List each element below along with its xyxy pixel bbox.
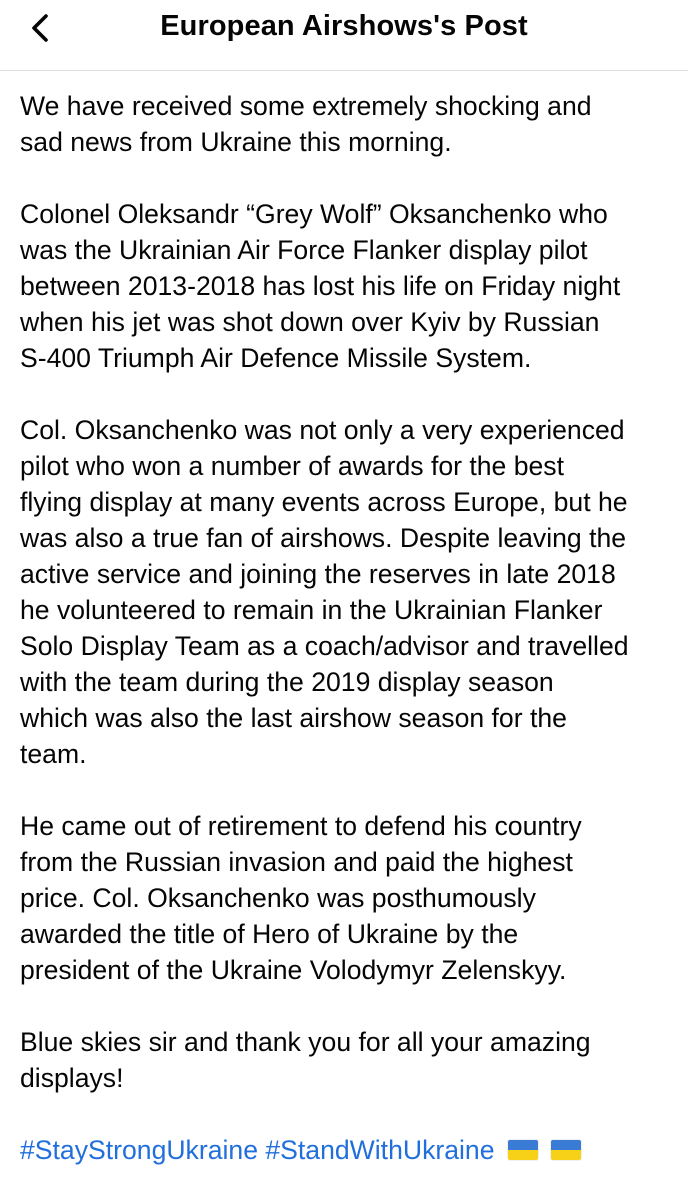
post-paragraph: Colonel Oleksandr “Grey Wolf” Oksanchenko who was the Ukrainian Air Force Flanker display pilot between 2013-2018 has lost his life on Friday night when his jet was shot down over Kyiv by Russian S-400 Triumph Air Defence Missile System. [20, 199, 621, 373]
hashtag-stay-strong-ukraine[interactable]: #StayStrongUkraine [20, 1135, 258, 1165]
post-header [0, 0, 688, 71]
hashtag-stand-with-ukraine[interactable]: #StandWithUkraine [265, 1135, 495, 1165]
hashtag-line [20, 1132, 684, 1168]
post-paragraph: He came out of retirement to defend his country from the Russian invasion and paid the highest price. Col. Oksanchenko was posthumously awarded the title of Hero of Ukraine by the president of the Ukraine Volodymyr Zelenskyy. [20, 811, 582, 985]
post-body [20, 88, 684, 1168]
post-paragraph: We have received some extremely shocking and sad news from Ukraine this morning. [20, 91, 592, 157]
ukraine-flag-icon [551, 1140, 581, 1160]
ukraine-flag-icon [508, 1140, 538, 1160]
page-title: European Airshows's Post [160, 10, 528, 42]
post-paragraph: Col. Oksanchenko was not only a very experienced pilot who won a number of awards for the best flying display at many events across Europe, but he was also a true fan of airshows. Despite leaving the active service and joining the reserves in late 2018 he volunteered to remain in the Ukrainian Flanker Solo Display Team as a coach/advisor and travelled with the team during the 2019 display season which was also the last airshow season for the team. [20, 415, 629, 769]
post-paragraph: Blue skies sir and thank you for all your amazing displays! [20, 1027, 591, 1093]
